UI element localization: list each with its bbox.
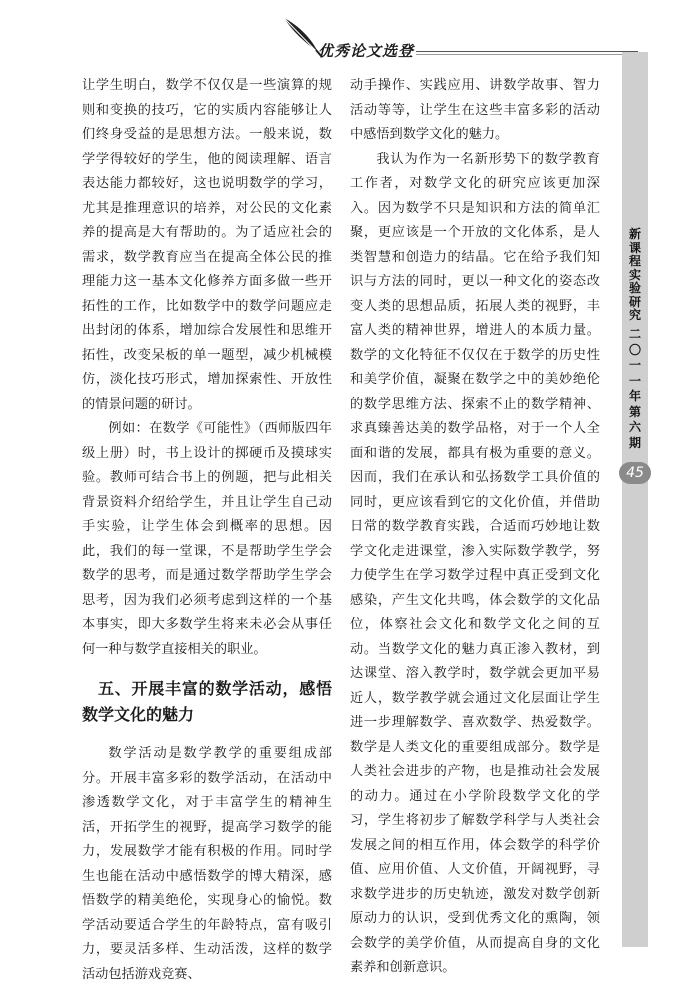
side-tab-bar bbox=[622, 52, 648, 947]
left-column bbox=[82, 74, 332, 987]
page-header bbox=[0, 0, 680, 70]
header-rule-secondary bbox=[416, 54, 638, 55]
column-title: 优秀论文选登 bbox=[318, 42, 415, 60]
right-column bbox=[350, 74, 600, 981]
page-number: 45 bbox=[619, 462, 651, 484]
paragraph: 我认为作为一名新形势下的数学教育工作者，对数学文化的研究应该更加深入。因为数学不只是知识和方法的简单汇聚，更应该是一个开放的文化体系，是人类智慧和创造力的结晶。它在给予我们知识与方法的同时，更以一种文化的姿态改变人类的思想品质，拓展人类的视野，丰富人类的精神世界，增进人的本质力量。数学的文化特征不仅仅在于数学的历史性和美学价值，凝聚在数学之中的美妙绝伦的数学思维方法、探索不止的数学精神、求真臻善达美的数学品格，对于一个人全面和谐的发展，都具有极为重要的意义。因而，我们在承认和弘扬数学工具价值的同时，更应该看到它的文化价值，并借助日常的数学教育实践，合适而巧妙地让数学文化走进课堂，渗入实际数学教学，努力使学生在学习数学过程中真正受到文化感染，产生文化共鸣，体会数学的文化品位，体察社会文化和数学文化之间的互动。当数学文化的魅力真正渗入教材，到达课堂、溶入教学时，数学就会更加平易近人，数学教学就会通过文化层面让学生进一步理解数学、喜欢数学、热爱数学。数学是人类文化的重要组成部分。数学是人类社会进步的产物，也是推动社会发展的动力。通过在小学阶段数学文化的学习，学生将初步了解数学科学与人类社会发展之间的相互作用，体会数学的科学价值、应用价值、人文价值，开阔视野，寻求数学进步的历史轨迹，激发对数学创新原动力的认识，受到优秀文化的熏陶，领会数学的美学价值，从而提高自身的文化素养和创新意识。 bbox=[350, 151, 600, 975]
issue-label: 二〇一一年第六期 bbox=[628, 327, 641, 450]
journal-name: 新课程实验研究 bbox=[628, 227, 641, 322]
paragraph: 数学活动是数学教学的重要组成部分。开展丰富多彩的数学活动，在活动中渗透数学文化，对于丰富学生的精神生活，开拓学生的视野，提高学习数学的能力，发展数学才能有积极的作用。同时学生也能在活动中感悟数学的博大精深，感悟数学的精美绝伦，实现身心的愉悦。数学活动要适合学生的年龄特点，富有吸引力，要灵活多样、生动活泼，这样的数学活动包括游戏竞赛、 bbox=[82, 746, 332, 982]
paragraph: 让学生明白，数学不仅仅是一些演算的规则和变换的技巧，它的实质内容能够让人们终身受益的是思想方法。一般来说，数学学得较好的学生，他的阅读理解、语言表达能力都较好，这也说明数学的学习，尤其是推理意识的培养，对公民的文化素养的提高是大有帮助的。为了适应社会的需求，数学教育应当在提高全体公民的推理能力这一基本文化修养方面多做一些开拓性的工作，比如数学中的数学问题应走出封闭的体系，增加综合发展性和思维开拓性，改变呆板的单一题型，减少机械模仿，淡化技巧形式，增加探索性、开放性的情景问题的研讨。 bbox=[82, 78, 332, 412]
paragraph: 动手操作、实践应用、讲数学故事、智力活动等等，让学生在这些丰富多彩的活动中感悟到数学文化的魅力。 bbox=[350, 78, 600, 142]
header-rule bbox=[416, 51, 638, 52]
paragraph: 例如：在数学《可能性》（西师版四年级上册）时，书上设计的掷硬币及摸球实验。教师可结合书上的例题，把与此相关背景资料介绍给学生，并且让学生自己动手实验，让学生体会到概率的思想。因此，我们的每一堂课，不是帮助学生学会数学的思考，而是通过数学帮助学生学会思考，因为我们必须考虑到这样的一个基本事实，即大多数学生将来未必会从事任何一种与数学直接相关的职业。 bbox=[82, 421, 332, 657]
section-heading: 五、开展丰富的数学活动，感悟数学文化的魅力 bbox=[82, 679, 332, 724]
